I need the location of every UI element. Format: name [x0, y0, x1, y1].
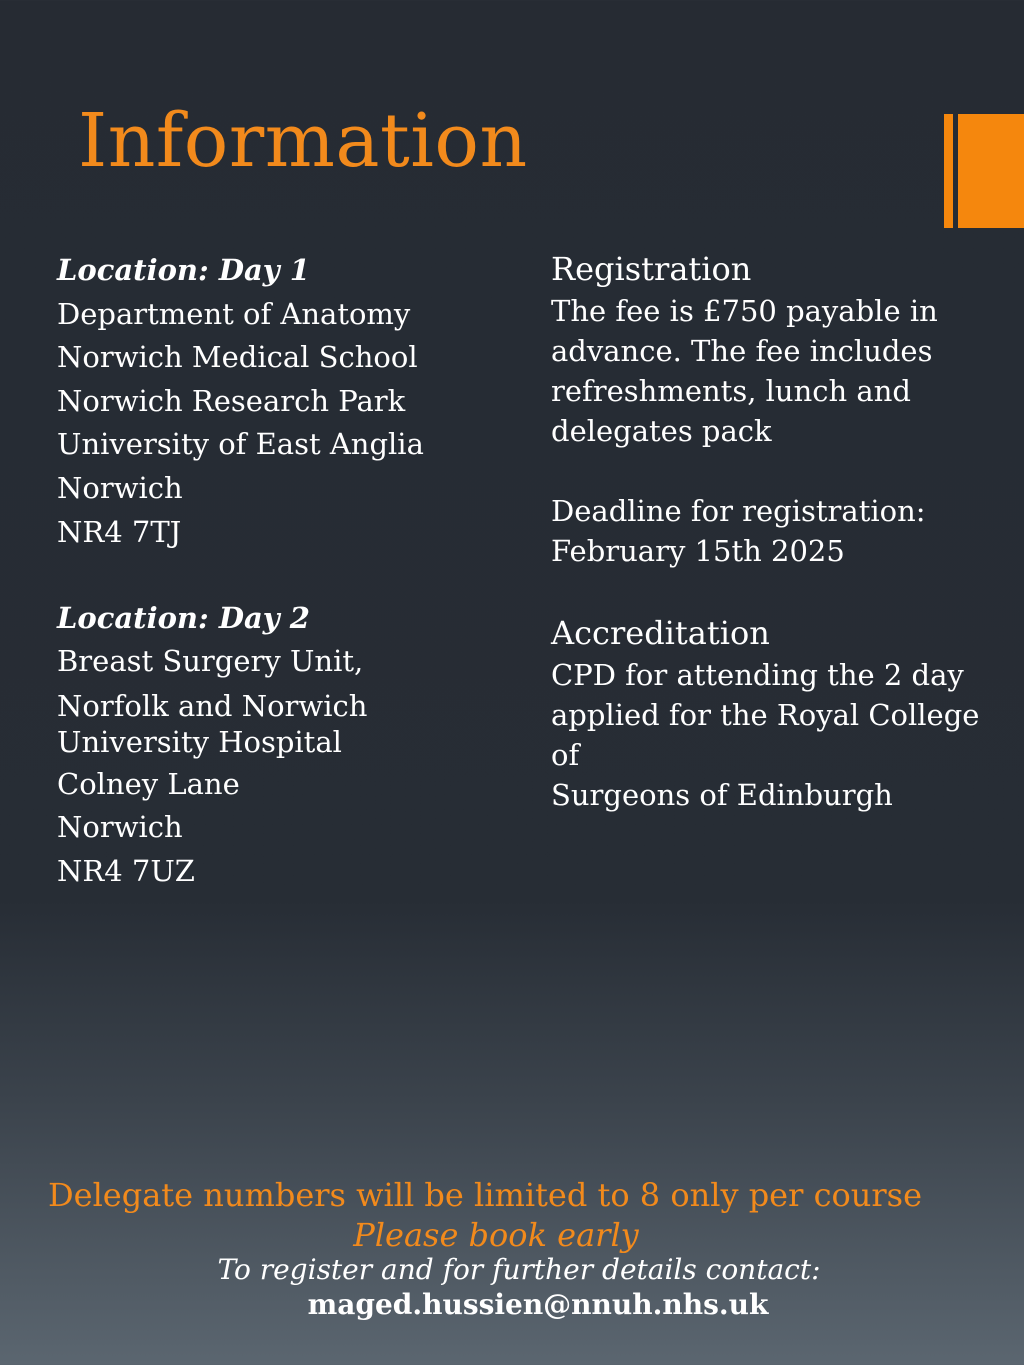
day2-address-line: Norwich — [57, 810, 183, 845]
contact-prompt: To register and for further details contact: — [217, 1253, 821, 1286]
day1-address-line: Norwich — [57, 470, 183, 505]
accreditation-heading: Accreditation — [551, 614, 770, 652]
registration-text: refreshments, lunch and — [551, 374, 911, 408]
day2-address-line: Norfolk and Norwich University Hospital — [57, 689, 368, 760]
accreditation-text: applied for the Royal College of — [551, 698, 980, 772]
registration-text: advance. The fee includes — [551, 334, 933, 368]
day1-address-line: Department of Anatomy — [57, 296, 411, 331]
accent-bar-thin — [944, 114, 953, 228]
delegate-limit-notice: Delegate numbers will be limited to 8 only per course — [47, 1176, 923, 1214]
day1-address-line: Norwich Medical School — [57, 340, 418, 375]
day2-heading: Location: Day 2 — [57, 600, 310, 635]
registration-heading: Registration — [551, 250, 752, 288]
day2-address-line: Breast Surgery Unit, — [57, 644, 364, 679]
details-column — [551, 247, 991, 815]
day1-address-line: University of East Anglia — [57, 427, 424, 462]
day1-postcode: NR4 7TJ — [57, 514, 182, 549]
day2-postcode: NR4 7UZ — [57, 853, 195, 888]
accreditation-text: Surgeons of Edinburgh — [551, 778, 893, 812]
day1-heading: Location: Day 1 — [57, 253, 310, 287]
registration-text: The fee is £750 payable in — [551, 294, 938, 328]
registration-text: delegates pack — [551, 414, 772, 448]
book-early-notice: Please book early — [353, 1216, 639, 1254]
deadline-date: February 15th 2025 — [551, 534, 845, 568]
deadline-text: Deadline for registration: — [551, 494, 926, 528]
contact-email[interactable]: maged.hussien@nnuh.nhs.uk — [307, 1288, 769, 1321]
day1-address-line: Norwich Research Park — [57, 383, 406, 418]
accreditation-text: CPD for attending the 2 day — [551, 658, 964, 692]
day2-address-line: Colney Lane — [57, 766, 240, 801]
page-title: Information — [78, 98, 528, 184]
accent-bar-thick — [958, 114, 1024, 228]
locations-column — [57, 250, 507, 891]
